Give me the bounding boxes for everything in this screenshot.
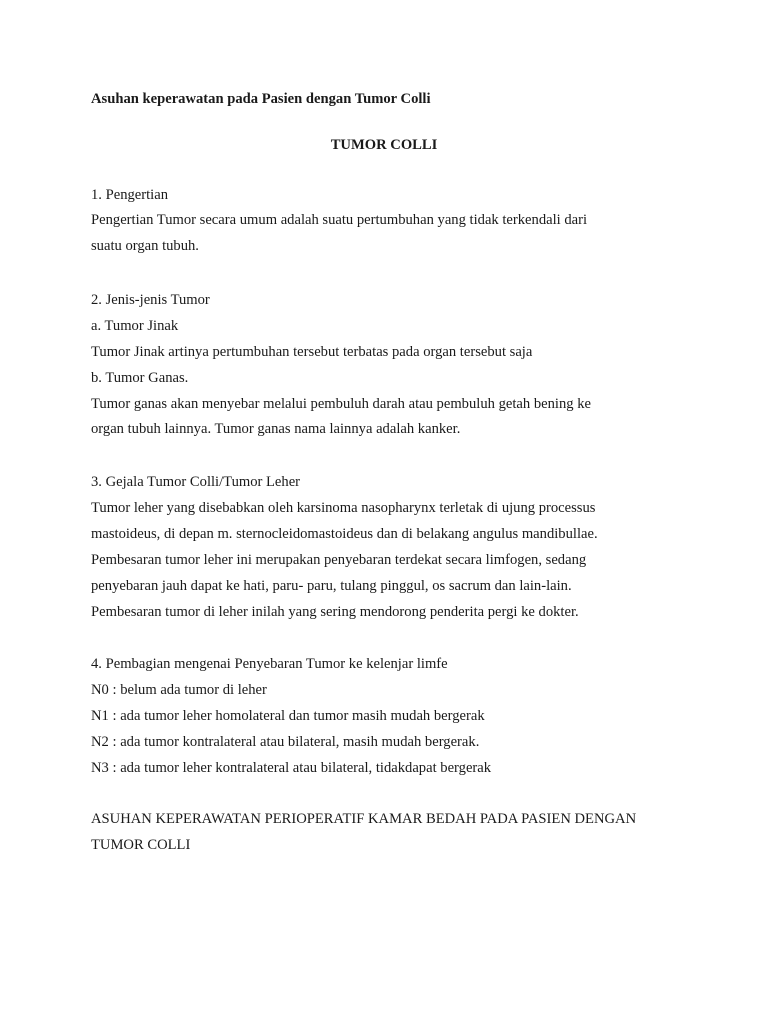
section-main-heading: TUMOR COLLI bbox=[330, 137, 438, 153]
paragraph-line: Pembesaran tumor leher ini merupakan penyebaran terdekat secara limfogen, sedang bbox=[91, 552, 587, 568]
paragraph-line: suatu organ tubuh. bbox=[91, 238, 199, 254]
paragraph-line: Tumor leher yang disebabkan oleh karsinoma nasopharynx terletak di ujung processus bbox=[91, 500, 596, 516]
paragraph-line: Pembesaran tumor di leher inilah yang sering mendorong penderita pergi ke dokter. bbox=[91, 604, 579, 620]
list-item: N0 : belum ada tumor di leher bbox=[91, 682, 267, 698]
section-heading-pengertian: 1. Pengertian bbox=[91, 187, 169, 203]
section-heading-gejala: 3. Gejala Tumor Colli/Tumor Leher bbox=[91, 474, 301, 490]
paragraph-line: penyebaran jauh dapat ke hati, paru- paru, tulang pinggul, os sacrum dan lain-lain. bbox=[91, 578, 572, 594]
list-item: N1 : ada tumor leher homolateral dan tumor masih mudah bergerak bbox=[91, 708, 485, 724]
list-item: N3 : ada tumor leher kontralateral atau bilateral, tidakdapat bergerak bbox=[91, 760, 492, 776]
closing-heading-line: TUMOR COLLI bbox=[91, 837, 191, 853]
closing-heading-line: ASUHAN KEPERAWATAN PERIOPERATIF KAMAR BEDAH PADA PASIEN DENGAN bbox=[91, 811, 637, 827]
paragraph-line: Tumor ganas akan menyebar melalui pembuluh darah atau pembuluh getah bening ke bbox=[91, 396, 591, 412]
section-heading-pembagian: 4. Pembagian mengenai Penyebaran Tumor ke kelenjar limfe bbox=[91, 656, 448, 672]
list-item: N2 : ada tumor kontralateral atau bilateral, masih mudah bergerak. bbox=[91, 734, 480, 750]
paragraph-line: mastoideus, di depan m. sternocleidomastoideus dan di belakang angulus mandibullae. bbox=[91, 526, 598, 542]
paragraph-line: organ tubuh lainnya. Tumor ganas nama lainnya adalah kanker. bbox=[91, 421, 461, 437]
section-heading-jenis: 2. Jenis-jenis Tumor bbox=[91, 292, 210, 308]
paragraph-line: Pengertian Tumor secara umum adalah suatu pertumbuhan yang tidak terkendali dari bbox=[91, 212, 588, 228]
paragraph-line: Tumor Jinak artinya pertumbuhan tersebut terbatas pada organ tersebut saja bbox=[91, 344, 533, 360]
paragraph-line: a. Tumor Jinak bbox=[91, 318, 179, 334]
paragraph-line: b. Tumor Ganas. bbox=[91, 370, 189, 386]
document-title: Asuhan keperawatan pada Pasien dengan Tumor Colli bbox=[91, 91, 431, 107]
